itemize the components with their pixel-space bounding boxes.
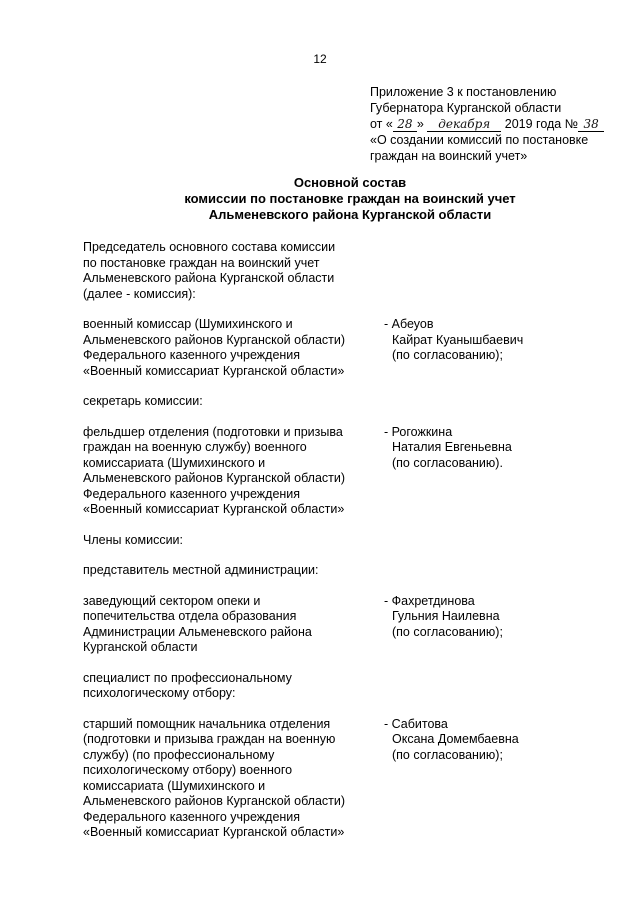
role-line: заведующий сектором опеки и xyxy=(83,593,261,608)
annex-date-line xyxy=(370,116,632,132)
person-note: (по согласованию); xyxy=(392,348,503,362)
person-name: Наталия Евгеньевна xyxy=(392,440,512,454)
chairman-role xyxy=(83,317,380,379)
person-surname: - Сабитова xyxy=(384,716,448,731)
role-line: комиссариата (Шумихинского и xyxy=(83,455,266,470)
document-body xyxy=(83,240,583,841)
member-entry-1 xyxy=(83,594,583,656)
secretary-person xyxy=(380,425,583,472)
role-line: Федерального казенного учреждения xyxy=(83,486,301,501)
role-line: военный комиссар (Шумихинского и xyxy=(83,317,293,331)
person-note: (по согласованию). xyxy=(392,455,503,470)
annex-header xyxy=(370,84,632,164)
role-line: фельдшер отделения (подготовки и призыва xyxy=(83,424,343,439)
role-line: Федерального казенного учреждения xyxy=(83,809,301,824)
member-role xyxy=(83,594,380,656)
role-line: «Военный комиссариат Курганской области» xyxy=(83,502,345,516)
role-line: Альменевского районов Курганской области) xyxy=(83,332,346,347)
role-line: (подготовки и призыва граждан на военную xyxy=(83,732,336,746)
secretary-label: секретарь комиссии: xyxy=(83,394,203,408)
title-line-3: Альменевского района Курганской области xyxy=(208,207,492,222)
secretary-role xyxy=(83,425,380,518)
secretary-entry xyxy=(83,425,583,518)
chairman-person xyxy=(380,317,583,364)
psych-label-line: психологическому отбору: xyxy=(83,686,236,700)
date-month-handwritten: декабря xyxy=(427,118,501,132)
person-note: (по согласованию); xyxy=(392,624,503,639)
role-line: службу) (по профессиональному xyxy=(83,747,275,762)
role-line: «Военный комиссариат Курганской области» xyxy=(83,825,345,839)
intro-line: Альменевского района Курганской области xyxy=(83,271,335,285)
date-year: 2019 года № xyxy=(504,117,579,131)
member-role xyxy=(83,717,380,841)
person-surname: - Абеуов xyxy=(384,317,434,331)
psych-label-line: специалист по профессиональному xyxy=(83,670,292,685)
annex-line-4: «О создании комиссий по постановке xyxy=(370,133,589,147)
date-prefix: от « xyxy=(370,117,393,131)
annex-line-2: Губернатора Курганской области xyxy=(370,101,562,115)
role-line: Курганской области xyxy=(83,640,198,654)
document-title xyxy=(60,175,640,223)
date-day-handwritten: 28 xyxy=(393,118,417,132)
intro-line: по постановке граждан на воинский учет xyxy=(83,255,320,270)
person-name: Оксана Домембаевна xyxy=(392,732,519,746)
date-number-handwritten: 38 xyxy=(578,118,604,132)
member-person xyxy=(380,594,583,641)
member-entry-2 xyxy=(83,717,583,841)
chairman-entry xyxy=(83,317,583,379)
role-line: психологическому отбору) военного xyxy=(83,763,293,777)
role-line: Администрации Альменевского района xyxy=(83,624,312,639)
intro-line: Председатель основного состава комиссии xyxy=(83,240,336,254)
role-line: граждан на военную службу) военного xyxy=(83,440,307,454)
person-surname: - Фахретдинова xyxy=(384,593,475,608)
psych-label xyxy=(83,671,583,702)
local-admin-label: представитель местной администрации: xyxy=(83,563,319,577)
title-line-1: Основной состав xyxy=(293,175,407,190)
person-surname: - Рогожкина xyxy=(384,424,453,439)
page-number: 12 xyxy=(313,52,327,66)
intro-paragraph xyxy=(83,240,583,302)
role-line: Федерального казенного учреждения xyxy=(83,348,301,362)
role-line: Альменевского районов Курганской области) xyxy=(83,471,346,485)
intro-line: (далее - комиссия): xyxy=(83,286,196,301)
role-line: комиссариата (Шумихинского и xyxy=(83,778,266,793)
annex-line-5: граждан на воинский учет» xyxy=(370,149,528,163)
person-note: (по согласованию); xyxy=(392,747,503,762)
person-name: Кайрат Куанышбаевич xyxy=(392,332,524,347)
member-person xyxy=(380,717,583,764)
members-label: Члены комиссии: xyxy=(83,532,184,547)
role-line: старший помощник начальника отделения xyxy=(83,716,331,731)
role-line: «Военный комиссариат Курганской области» xyxy=(83,363,345,378)
annex-line-1: Приложение 3 к постановлению xyxy=(370,85,557,99)
role-line: Альменевского районов Курганской области) xyxy=(83,794,346,808)
person-name: Гульния Наилевна xyxy=(392,609,500,623)
role-line: попечительства отдела образования xyxy=(83,609,297,623)
date-mid: » xyxy=(416,117,424,131)
title-line-2: комиссии по постановке граждан на воинский учет xyxy=(184,191,516,206)
